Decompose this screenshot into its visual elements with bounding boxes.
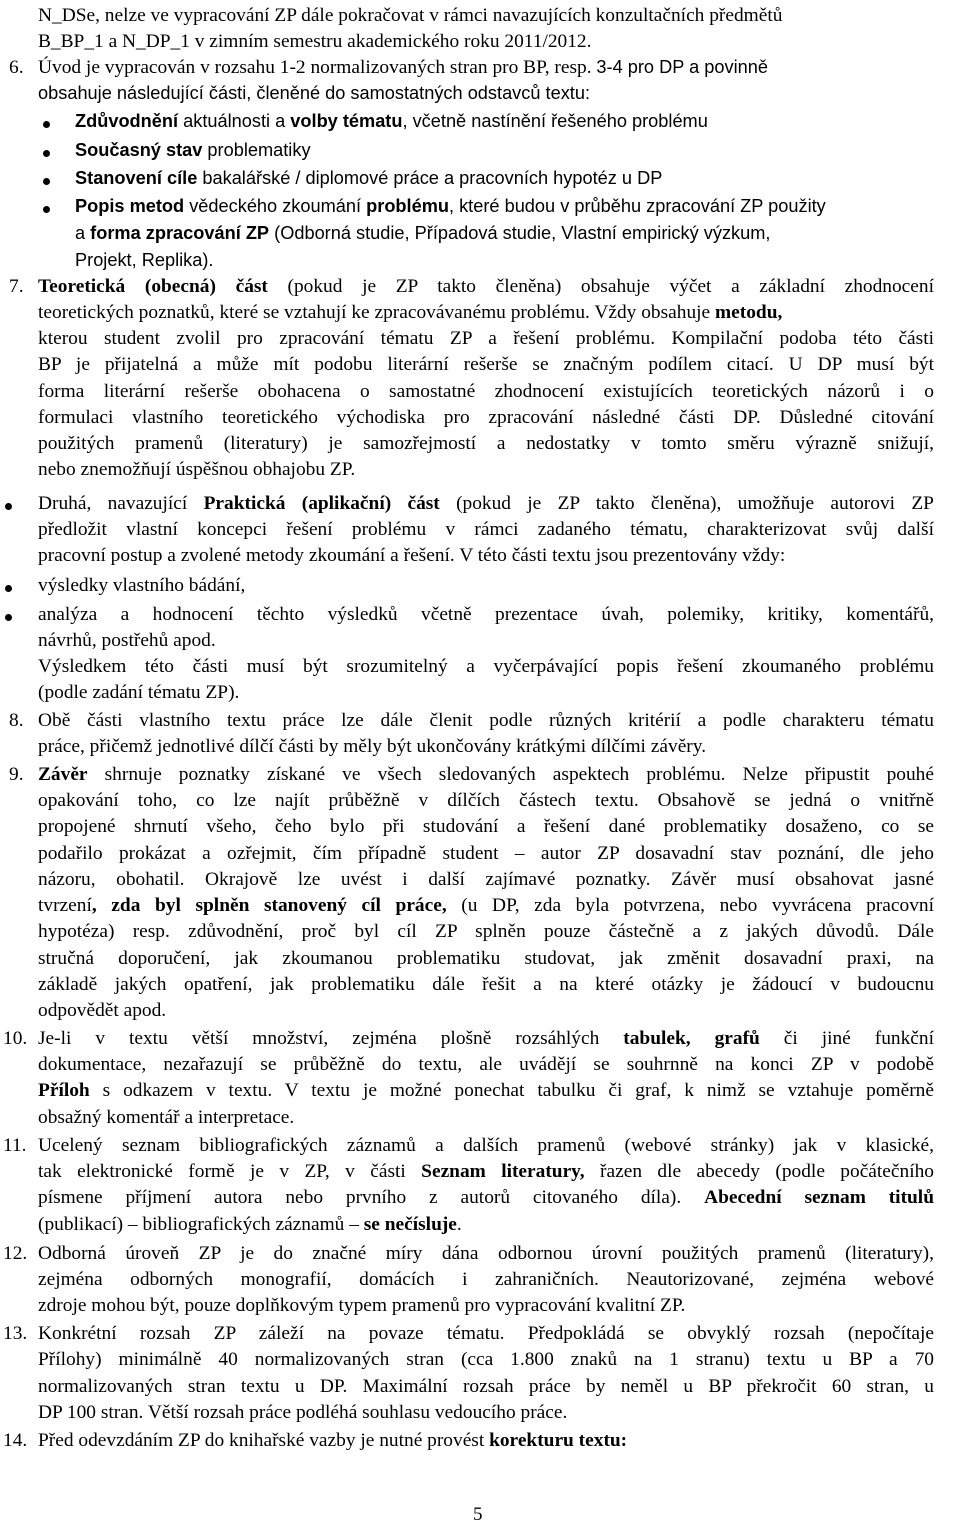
text-line [38,576,245,595]
text-run: stručná doporučení, jak zkoumanou problematiku studovat, jak změnit dosavadní praxi, na [38,948,934,969]
text-run: shrnuje poznatky získané ve všech sledovaných aspektech problému. Nelze připustit pouhé [87,764,934,785]
text-line [38,1108,294,1127]
text-run: DP 100 stran. Větší rozsah práce podléhá souhlasu vedoucího práce. [38,1402,568,1423]
text-run: (publikací) – bibliografických záznamů – [38,1214,364,1235]
text-run: (pokud je ZP takto členěna), umožňuje autorovi ZP [439,493,934,514]
text-run: (podle zadání tématu ZP). [38,682,240,703]
text-run: pracovní postup a zvolené metody zkoumání a řešení. V této části textu jsou prezentovány vždy: [38,545,786,566]
bullet-icon [43,150,50,157]
text-line [38,382,934,401]
text-run: N_DSe, nelze ve vypracování ZP dále pokračovat v rámci navazujících konzultačních předmětů [38,5,783,26]
bold-run: Abecední seznam titulů [704,1187,934,1208]
text-run: předložit vlastní koncepci řešení problému v rámci zadaného tématu, charakterizovat svůj další [38,519,934,540]
bold-run: volby tématu [290,111,403,131]
text-run: Před odevzdáním ZP do knihařské vazby je nutné provést [38,1430,490,1451]
text-run: teoretických poznatků, které se vztahují ke zpracovávanému problému. Vždy obsahuje [38,302,715,323]
text-run: a [75,223,91,243]
text-line [38,329,934,348]
text-run: Projekt, Replika). [75,250,214,270]
text-line [75,112,708,131]
text-line [38,1431,627,1450]
text-line [38,949,934,968]
text-line [75,251,213,270]
text-run: Konkrétní rozsah ZP záleží na povaze tématu. Předpokládá se obvyklý rozsah (nepočítaje [38,1323,934,1344]
list-number: 9. [9,764,24,785]
text-run: tak elektronické formě je v ZP, v části [38,1161,422,1182]
text-line [38,631,216,650]
text-run: tvrzení [38,895,92,916]
text-line [38,1055,934,1074]
text-line [38,765,934,784]
text-run: kterou student zvolil pro zpracování tématu ZP a řešení problému. Kompilační podoba této části [38,328,934,349]
text-run: s odkazem v textu. V textu je možné ponechat tabulku či graf, k nimž se vztahuje poměrně [89,1080,934,1101]
text-line [75,197,826,216]
text-run: základě jakých opatření, jak problematiku dále řešit a na které otázky je žádoucí v budoucnu [38,974,934,995]
bold-run: forma zpracování ZP [90,223,270,243]
text-line [38,817,934,836]
text-run: , včetně nastínění řešeného problému [402,111,708,131]
bullet-icon [5,585,12,592]
text-run: Obě části vlastního textu práce lze dále členit podle různých kritérií a podle charakteru tématu [38,710,934,731]
text-run: (Odborná studie, Případová studie, Vlastní empirický výzkum, [269,223,771,243]
text-line [38,277,934,296]
text-line [38,408,934,427]
list-number: 12. [3,1243,28,1264]
bullet-icon [43,178,50,185]
text-line [38,1188,934,1207]
text-line [38,1215,462,1234]
text-line [38,975,934,994]
text-line [38,1350,934,1369]
text-line [38,657,934,676]
bullet-icon [43,206,50,213]
text-line [38,58,768,77]
text-line [38,32,591,51]
text-line [38,922,934,941]
text-line [38,460,355,479]
text-run: B_BP_1 a N_DP_1 v zimním semestru akademického roku 2011/2012. [38,31,592,52]
bullet-icon [5,503,12,510]
bold-run: Závěr [38,764,88,785]
bold-run: korekturu textu: [489,1430,628,1451]
bold-run: problému [366,196,449,216]
bullet-icon [5,614,12,621]
text-line [75,224,770,243]
text-run: hypotéza) resp. zdůvodnění, proč byl cíl ZP splněn pouze částečně a z jakých důvodů. Dále [38,921,934,942]
text-line [38,434,934,453]
bold-run: Stanovení cíle [75,168,198,188]
text-run: zejména odborných monografií, domácích i zahraničních. Neautorizované, zejména webové [38,1269,934,1290]
bold-run: tabulek, grafů [623,1028,760,1049]
text-run: (u DP, zda byla potvrzena, nebo vyvrácena pracovní [446,895,934,916]
bold-run: Současný stav [75,140,203,160]
text-line [38,1029,934,1048]
text-line [38,1162,934,1181]
list-number: 7. [9,276,24,297]
text-line [75,141,311,160]
text-run: dokumentace, nezařazují se průběžně do textu, ale uvádějí se souhrnně na konci ZP v podobě [38,1054,934,1075]
text-line [38,870,934,889]
text-line [38,711,934,730]
bold-run: Teoretická (obecná) část [38,276,268,297]
bold-run: metodu, [715,302,783,323]
text-run: písmene příjmení autora nebo prvního z autorů citovaného díla). [38,1187,705,1208]
text-line [38,683,239,702]
text-line [38,6,782,25]
text-line [38,520,934,539]
text-run: opakování toho, co lze najít průběžně v dílčích částech textu. Obsahově se jedná o vnitřně [38,790,934,811]
text-run: Druhá, navazující [38,493,204,514]
text-run: či jiné funkční [759,1028,934,1049]
text-run: BP je přijatelná a může mít podobu literární rešerše se značným podílem citací. U DP musí být [38,354,934,375]
text-run: podařilo prokázat a ozřejmit, čím případně student – autor ZP dosavadní stav poznání, dle jeho [38,843,934,864]
list-number: 10. [3,1028,28,1049]
text-line [38,1136,934,1155]
text-run: forma literární rešerše obohacena o samostatné zhodnocení existujících teoretických názorů i o [38,381,934,402]
text-run: zdroje mohou být, pouze doplňkovým typem pramenů pro vypracování kvalitní ZP. [38,1295,686,1316]
text-line [38,1296,685,1315]
list-number: 13. [3,1323,28,1344]
text-line [38,605,934,624]
text-run: aktuálnosti a [178,111,291,131]
text-run: problematiky [202,140,311,160]
text-line [38,1403,567,1422]
list-number: 6. [9,57,24,78]
text-run: Úvod je vypracován v rozsahu 1-2 normalizovaných stran pro BP, resp. [38,57,597,78]
bold-run: Popis metod [75,196,185,216]
bold-run: , zda byl splněn stanovený cíl práce, [91,895,447,916]
text-line [38,737,706,756]
bold-run: Praktická (aplikační) část [203,493,440,514]
text-run: odpovědět apod. [38,1000,167,1021]
text-run: práce, přičemž jednotlivé dílčí části by měly být ukončovány krátkými dílčími závěry. [38,736,707,757]
text-run: vědeckého zkoumání [184,196,367,216]
list-number: 14. [3,1430,28,1451]
text-line [38,1324,934,1343]
text-line [38,1081,934,1100]
text-run: obsažný komentář a interpretace. [38,1107,295,1128]
text-line [38,791,934,810]
text-run: názoru, obohatil. Okrajově lze uvést i další zajímavé poznatky. Závěr musí obsahovat jasné [38,869,934,890]
text-line [38,494,934,513]
text-run: Je-li v textu větší množství, zejména plošně rozsáhlých [38,1028,624,1049]
text-line [38,84,590,103]
page-number: 5 [473,1504,483,1525]
text-run: (pokud je ZP takto členěna) obsahuje výčet a základní zhodnocení [267,276,934,297]
bullet-icon [43,121,50,128]
text-run: obsahuje následující části, členěné do samostatných odstavců textu: [38,83,591,103]
text-line [38,896,934,915]
text-run: bakalářské / diplomové práce a pracovních hypotéz u DP [197,168,663,188]
text-run: Odborná úroveň ZP je do značné míry dána odbornou úrovní použitých pramenů (literatury), [38,1243,934,1264]
bold-run: Příloh [38,1080,90,1101]
text-run: analýza a hodnocení těchto výsledků včetně prezentace úvah, polemiky, kritiky, komentářů, [38,604,934,625]
text-run: Výsledkem této části musí být srozumitelný a vyčerpávající popis řešení zkoumaného problému [38,656,934,677]
text-run: nebo znemožňují úspěšnou obhajobu ZP. [38,459,356,480]
text-line [75,169,662,188]
text-line [38,355,934,374]
text-run: použitých pramenů (literatury) je samozřejmostí a nedostatky v tomto směru výrazně snižují, [38,433,934,454]
text-run: . [456,1214,462,1235]
text-line [38,303,782,322]
text-line [38,1270,934,1289]
text-line [38,1377,934,1396]
text-run: řazen dle abecedy (podle počátečního [584,1161,934,1182]
text-line [38,1001,166,1020]
bold-run: Zdůvodnění [75,111,179,131]
list-number: 8. [9,710,24,731]
text-run: propojené shrnutí všeho, čeho bylo při studování a řešení dané problematiky dosaženo, co se [38,816,934,837]
text-run: návrhů, postřehů apod. [38,630,216,651]
text-run: Přílohy) minimálně 40 normalizovaných stran (cca 1.800 znaků na 1 stranu) textu u BP a 70 [38,1349,934,1370]
bold-run: Seznam literatury, [421,1161,585,1182]
list-number: 11. [3,1135,27,1156]
text-line [38,844,934,863]
text-run: Ucelený seznam bibliografických záznamů a dalších pramenů (webové stránky) jak v klasické, [38,1135,934,1156]
text-line [38,1244,934,1263]
text-run: , které budou v průběhu zpracování ZP použity [448,196,826,216]
text-run: výsledky vlastního bádání, [38,575,246,596]
text-line [38,546,785,565]
text-run: normalizovaných stran textu u DP. Maximální rozsah práce by neměl u BP překročit 60 stran, u [38,1376,934,1397]
text-run: formulaci vlastního teoretického východiska pro zpracování následné části DP. Důsledné citování [38,407,934,428]
bold-run: se nečísluje [363,1214,457,1235]
text-run: 3-4 pro DP a povinně [596,57,768,77]
